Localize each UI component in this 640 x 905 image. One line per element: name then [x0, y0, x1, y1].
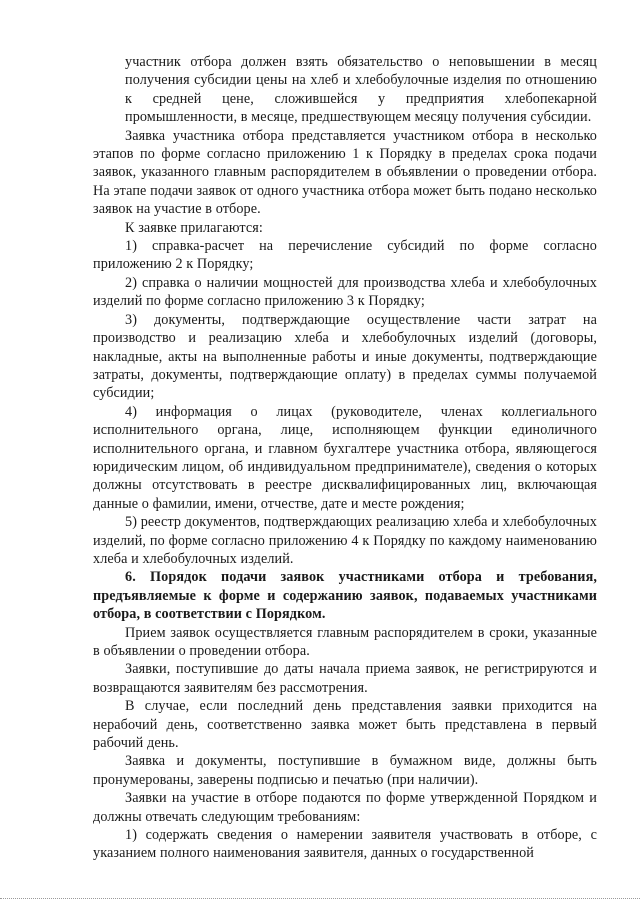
paragraph-acceptance-terms: Прием заявок осуществляется главным распорядителем в сроки, указанные в объявлении о проведении отбора.	[93, 624, 597, 659]
list-item-1-intent-info: 1) содержать сведения о намерении заявителя участвовать в отборе, с указанием полного наименования заявителя, данных о государственной	[93, 827, 597, 862]
page-bottom-edge	[0, 898, 640, 899]
paragraph-application-submission: Заявка участника отбора представляется участником отбора в несколько этапов по форме согласно приложению 1 к Порядку в пределах срока подачи заявок, указанного главным распорядителем в объявлении о проведении отбора. На этапе подачи заявок от одного участника отбора может быть подано несколько заявок на участие в отборе.	[93, 127, 597, 218]
section-heading-6: 6. Порядок подачи заявок участниками отбора и требования, предъявляемые к форме и содержанию заявок, подаваемых участниками отбора, в соответствии с Порядком.	[93, 569, 597, 623]
list-item-2-capacity: 2) справка о наличии мощностей для производства хлеба и хлебобулочных изделий по форме согласно приложению 3 к Порядку;	[93, 274, 597, 310]
paragraph-obligation-continued: участник отбора должен взять обязательство о неповышении в месяц получения субсидии цены на хлеб и хлебобулочные изделия по отношению к средней цене, сложившейся у предприятия хлебопекарной промышленности, в месяце, предшествующем месяцу получения субсидии.	[125, 54, 597, 126]
list-item-1-calculation: 1) справка-расчет на перечисление субсидий по форме согласно приложению 2 к Порядку;	[93, 238, 597, 273]
list-item-5-sales-register: 5) реестр документов, подтверждающих реализацию хлеба и хлебобулочных изделий, по форме согласно приложению 4 к Порядку по каждому наименованию хлеба и хлебобулочных изделий.	[93, 514, 597, 567]
list-item-3-cost-documents: 3) документы, подтверждающие осуществление части затрат на производство и реализацию хлеба и хлебобулочных изделий (договоры, накладные, акты на выполненные работы и иные документы, подтверждающие затраты, документы, подтверждающие оплату) в пределах суммы получаемой субсидии;	[93, 311, 597, 402]
document-body	[93, 53, 597, 863]
paragraph-non-working-day: В случае, если последний день представления заявки приходится на нерабочий день, соответственно заявка может быть представлена в первый рабочий день.	[93, 698, 597, 752]
paragraph-early-applications: Заявки, поступившие до даты начала приема заявок, не регистрируются и возвращаются заявителям без рассмотрения.	[93, 661, 597, 696]
paragraph-attachments-intro: К заявке прилагаются:	[125, 219, 263, 236]
list-item-4-persons-info: 4) информация о лицах (руководителе, членах коллегиального исполнительного органа, лице, исполняющем функции единоличного исполнительного органа, и главном бухгалтере участника отбора, являющегося юридическим лицом, об индивидуальном предпринимателе), сведения о которых должны отсутствовать в реестре дисквалифицированных лиц, включающая данные о фамилии, имени, отчестве, дате и месте рождения;	[93, 403, 597, 512]
paragraph-requirements-intro: Заявки на участие в отборе подаются по форме утвержденной Порядком и должны отвечать следующим требованиям:	[93, 790, 597, 825]
paragraph-paper-documents: Заявка и документы, поступившие в бумажном виде, должны быть пронумерованы, заверены подписью и печатью (при наличии).	[93, 753, 597, 788]
